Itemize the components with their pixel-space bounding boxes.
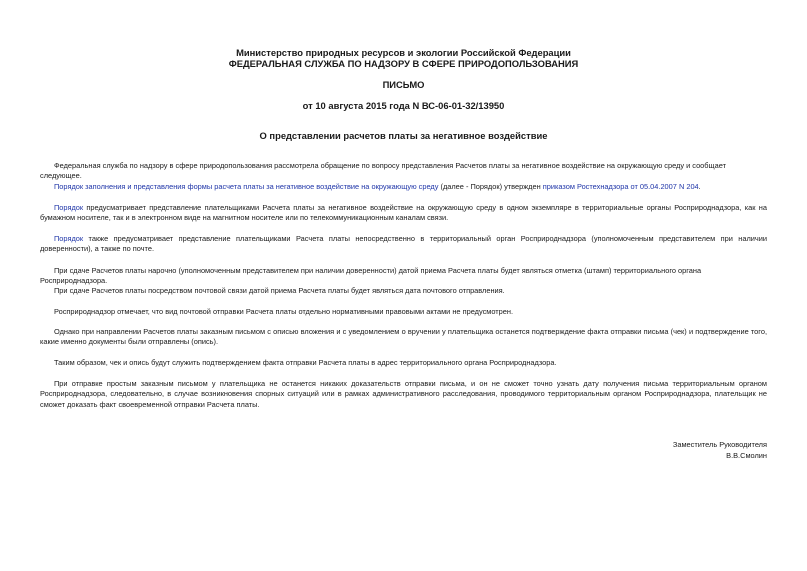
paragraph-2-end: .	[698, 182, 701, 191]
paragraph-4	[40, 234, 767, 255]
paragraph-3-text: предусматривает представление плательщиками Расчета платы за негативное воздействие на окружающую среду в одном экземпляре в территориальные органы Росприроднадзора, как на бумажном носителе, так и в электронном виде на магнитном носителе или по телекоммуникационным каналам связи.	[40, 203, 767, 223]
paragraph-3	[40, 203, 767, 224]
order-link[interactable]: Порядок заполнения и представления формы расчета платы за негативное воздействие на окружающую среду	[54, 182, 439, 191]
order-link-2[interactable]: Порядок	[54, 203, 84, 212]
paragraph-2	[40, 182, 767, 192]
paragraph-10: При отправке простым заказным письмом у плательщика не останется никаких доказательств отправки письма, и он не сможет точно узнать дату получения письма территориальным органом Росприроднадзора, следовательно, в случае возникновения спорных ситуаций или в рамках административного расследования, проводимого территориальным органом Росприроднадзора, плательщик не сможет доказать факт своевременной отправки Расчета платы.	[40, 379, 767, 409]
paragraph-9: Таким образом, чек и опись будут служить подтверждением факта отправки Расчета платы в адрес территориального органа Росприроднадзора.	[54, 358, 557, 367]
service-name: ФЕДЕРАЛЬНАЯ СЛУЖБА ПО НАДЗОРУ В СФЕРЕ ПРИРОДОПОЛЬЗОВАНИЯ	[228, 58, 579, 69]
signatory-name: В.В.Смолин	[726, 451, 767, 460]
paragraph-1: Федеральная служба по надзору в сфере природопользования рассмотрела обращение по вопросу представления Расчетов платы за негативное воздействие на окружающую среду и сообщает следующее.	[40, 161, 726, 181]
rostekhnadzor-order-link[interactable]: приказом Ростехнадзора от 05.04.2007 N 204	[542, 182, 699, 191]
paragraph-8: Однако при направлении Расчетов платы заказным письмом с описью вложения и с уведомлением о вручении у плательщика останется подтверждение факта отправки письма (чек) и подтверждение того, какие именно документы были отправлены (опись).	[40, 327, 767, 347]
paragraph-5: При сдаче Расчетов платы нарочно (уполномоченным представителем при наличии доверенности) датой приема Расчета платы будет являться отметка (штамп) территориального органа Росприроднадзора.	[40, 266, 702, 286]
paragraph-6: При сдаче Расчетов платы посредством почтовой связи датой приема Расчета платы будет являться дата почтового отправления.	[54, 286, 505, 295]
document-date-number: от 10 августа 2015 года N ВС-06-01-32/13950	[302, 100, 505, 111]
ministry-name: Министерство природных ресурсов и экологии Российской Федерации	[236, 47, 571, 58]
document-type: ПИСЬМО	[382, 79, 425, 90]
signatory-title: Заместитель Руководителя	[672, 440, 767, 449]
paragraph-4-text: также предусматривает представление плательщиками Расчета платы непосредственно в территориальный орган Росприроднадзора (уполномоченным представителем при наличии доверенности), а также по почте.	[40, 234, 767, 254]
paragraph-2-text: (далее - Порядок) утвержден	[438, 182, 543, 191]
paragraph-7: Росприроднадзор отмечает, что вид почтовой отправки Расчета платы отдельно нормативными правовыми актами не предусмотрен.	[54, 307, 514, 316]
document-subject: О представлении расчетов платы за негативное воздействие	[259, 130, 548, 141]
order-link-3[interactable]: Порядок	[54, 234, 84, 243]
